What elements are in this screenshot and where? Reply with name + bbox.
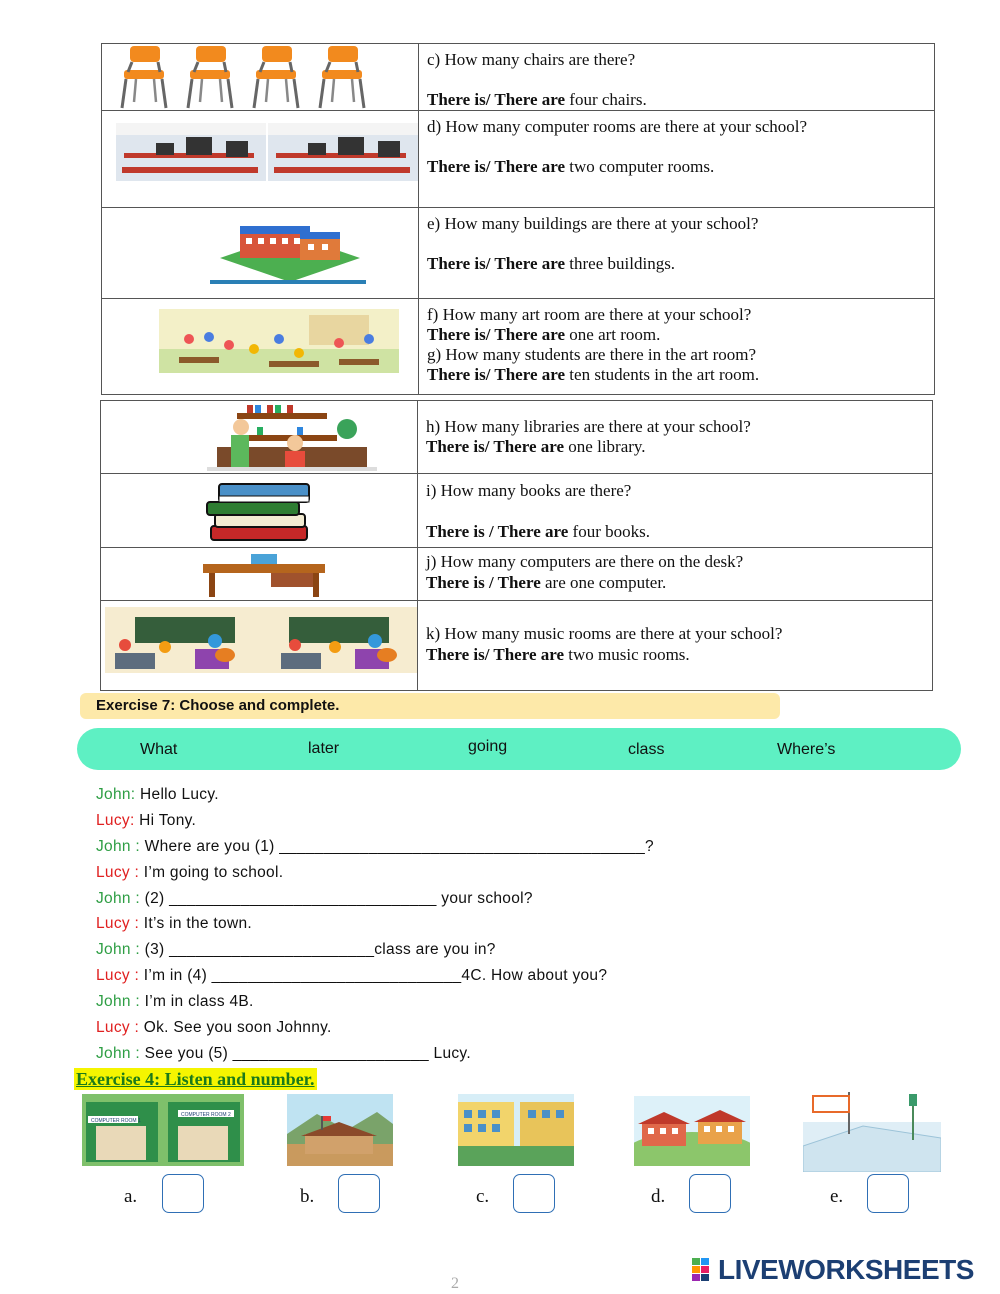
hill-school-picture [634,1096,750,1166]
dialogue-line [96,890,533,908]
speaker-label: John : [96,838,141,855]
question-j-text: j) How many computers are there on the desk? [426,552,744,571]
answer-d-stem: There is/ There are [427,157,566,176]
dialogue-line [96,967,607,985]
speaker-label: John : [96,890,141,907]
question-e-text: e) How many buildings are there at your school? [427,214,759,233]
speaker-label: Lucy : [96,864,140,881]
question-f-text: f) How many art room are there at your school? [427,305,752,324]
exercise-4-title: Exercise 4: Listen and number. [76,1069,315,1089]
desk-computer-picture [201,554,327,598]
answer-j-rest: are one computer. [540,573,667,592]
speaker-label: Lucy : [96,967,140,984]
music-room-picture-cell [101,601,418,691]
answer-k-stem: There is/ There are [426,645,565,664]
dialogue-text: Hello Lucy. [135,786,219,803]
answer-h-rest: one library. [564,437,646,456]
question-f-g [419,299,935,395]
library-picture-cell [101,401,418,474]
dialogue-line [96,786,219,804]
dialogue-line [96,941,496,959]
question-e [419,208,935,299]
question-k-text: k) How many music rooms are there at your school? [426,624,783,643]
art-room-picture-cell [102,299,419,395]
answer-box-d[interactable] [689,1174,731,1213]
dialogue-text: Hi Tony. [134,812,197,829]
dialogue-line [96,1019,332,1037]
books-picture [205,478,315,544]
answer-e-rest: three buildings. [565,254,676,273]
answer-d-rest: two computer rooms. [565,157,715,176]
speaker-label: John : [96,941,141,958]
computer-room-picture [116,123,420,189]
desk-picture-cell [101,548,418,601]
speaker-label: John: [96,786,136,803]
answer-d [427,157,926,177]
buildings-picture-cell [102,208,419,299]
dialogue-text: It’s in the town. [139,915,252,932]
answer-h [426,437,924,457]
item-label-e: e. [830,1186,844,1207]
item-label-c: c. [476,1186,490,1207]
dialogue-line [96,1045,471,1063]
dialogue-line [96,838,654,856]
answer-g-stem: There is/ There are [427,365,566,384]
dialogue-text: I’m in class 4B. [140,993,254,1010]
question-j [418,548,933,601]
word-bank-item: later [308,740,340,757]
answer-k [426,644,924,665]
answer-c [427,90,926,110]
answer-f-stem: There is/ There are [427,325,566,344]
logo-grid-icon [692,1258,718,1282]
dialogue-text: I’m going to school. [139,864,284,881]
question-i-text: i) How many books are there? [426,481,632,500]
word-bank-item: Where’s [777,741,836,758]
answer-f [427,325,926,345]
answer-i [426,521,924,542]
answer-e-stem: There is/ There are [427,254,566,273]
answer-h-stem: There is/ There are [426,437,565,456]
question-c-text: c) How many chairs are there? [427,50,636,69]
computer-room-picture-cell [102,111,419,208]
computer-room-2-sign: COMPUTER ROOM 2 [181,1112,231,1118]
word-bank-item: going [468,738,508,755]
question-d-text: d) How many computer rooms are there at your school? [427,117,808,136]
item-label-d: d. [651,1186,666,1207]
speaker-label: Lucy : [96,1019,140,1036]
question-i [418,474,933,548]
computer-rooms-picture [82,1094,244,1166]
question-g-text: g) How many students are there in the art room? [427,345,757,364]
exercise-7-title: Exercise 7: Choose and complete. [80,693,780,719]
answer-box-e[interactable] [867,1174,909,1213]
dialogue-text[interactable]: Where are you (1) _________________________________________? [140,838,654,855]
question-h-text: h) How many libraries are there at your school? [426,417,751,436]
basketball-court-picture [803,1090,941,1172]
question-table-2 [100,400,933,691]
dialogue-text: Ok. See you soon Johnny. [139,1019,332,1036]
dialogue-line [96,812,196,830]
item-label-b: b. [300,1186,315,1207]
answer-k-rest: two music rooms. [564,645,690,664]
modern-school-picture [458,1094,574,1166]
answer-j [426,572,924,593]
art-room-picture [159,309,399,379]
chairs-picture-cell [102,44,419,111]
computer-room-1-sign: COMPUTER ROOM 1 [91,1118,141,1124]
speaker-label: Lucy : [96,915,140,932]
page-number: 2 [451,1275,459,1292]
dialogue-text[interactable]: See you (5) ______________________ Lucy. [140,1045,471,1062]
answer-c-stem: There is/ There are [427,90,566,109]
question-table-1 [101,43,935,395]
music-room-picture [105,607,417,673]
word-bank-item: class [628,741,665,758]
answer-i-rest: four books. [568,522,650,541]
answer-j-stem: There is / There [426,573,541,592]
logo-text: LIVEWORKSHEETS [718,1254,974,1285]
dialogue-text[interactable]: (2) ______________________________ your school? [140,890,533,907]
item-label-a: a. [124,1186,138,1207]
speaker-label: John : [96,993,141,1010]
answer-f-rest: one art room. [565,325,661,344]
speaker-label: John : [96,1045,141,1062]
liveworksheets-logo[interactable] [692,1254,974,1286]
answer-e [427,254,926,274]
dialogue-text[interactable]: (3) _______________________class are you in? [140,941,496,958]
answer-box-a[interactable] [162,1174,204,1213]
question-h [418,401,933,474]
word-bank [77,728,961,770]
answer-g [427,365,926,385]
village-school-picture [287,1094,393,1166]
buildings-picture [210,214,370,286]
dialogue-line [96,993,254,1011]
answer-box-c[interactable] [513,1174,555,1213]
answer-g-rest: ten students in the art room. [565,365,760,384]
dialogue-text[interactable]: I’m in (4) ____________________________4C. How about you? [139,967,608,984]
answer-c-rest: four chairs. [565,90,647,109]
books-picture-cell [101,474,418,548]
speaker-label: Lucy: [96,812,135,829]
answer-box-b[interactable] [338,1174,380,1213]
question-d [419,111,935,208]
question-c [419,44,935,111]
dialogue-line [96,864,283,882]
library-picture [207,405,377,471]
chairs-picture [102,44,418,110]
word-bank-item: What [140,741,178,758]
dialogue-line [96,915,252,933]
question-k [418,601,933,691]
answer-i-stem: There is / There are [426,522,569,541]
